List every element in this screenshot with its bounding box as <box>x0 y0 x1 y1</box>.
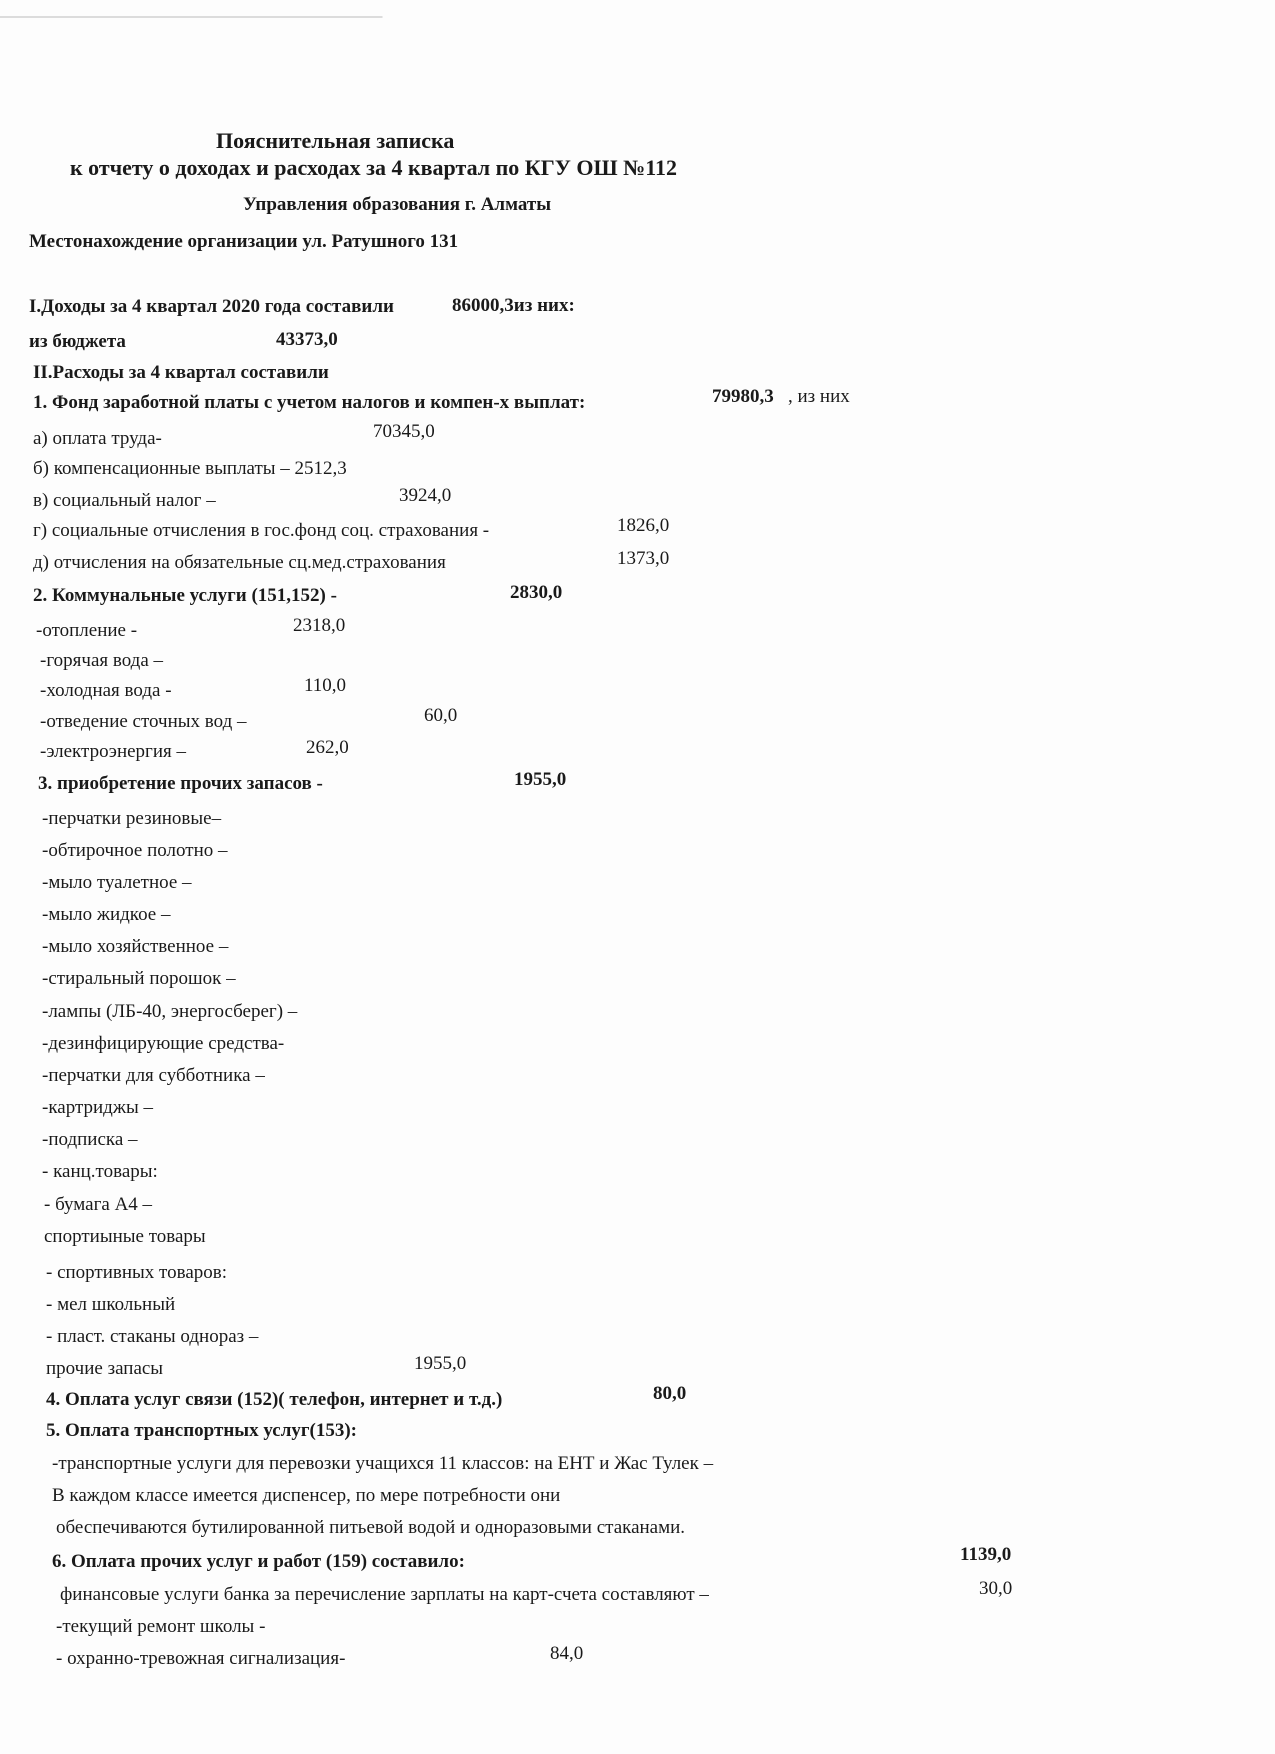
other-service-label: - охранно-тревожная сигнализация- <box>56 1648 346 1669</box>
utilities-value: 2830,0 <box>510 582 563 603</box>
utility-item-value: 2318,0 <box>293 615 346 636</box>
document-subtitle: к отчету о доходах и расходах за 4 квартал по КГУ ОШ №112 <box>70 155 678 180</box>
communication-label: 4. Оплата услуг связи (152)( телефон, интернет и т.д.) <box>46 1389 503 1410</box>
utility-item-label: -горячая вода – <box>40 650 164 671</box>
other-service-value: 30,0 <box>979 1578 1013 1599</box>
supply-item: -мыло жидкое – <box>42 904 171 925</box>
communication-value: 80,0 <box>653 1383 687 1404</box>
other-service-value: 84,0 <box>550 1643 584 1664</box>
other-service-label: финансовые услуги банка за перечисление зарплаты на карт-счета составляют – <box>60 1584 709 1605</box>
transport-line: обеспечиваются бутилированной питьевой водой и одноразовыми стаканами. <box>56 1517 686 1538</box>
supplies-label: 3. приобретение прочих запасов - <box>38 773 323 794</box>
payroll-item-value: 1373,0 <box>617 548 670 569</box>
supply-item: -подписка – <box>42 1129 138 1150</box>
supply-item: - бумага А4 – <box>44 1194 153 1215</box>
other-service-label: -текущий ремонт школы - <box>56 1616 266 1637</box>
supply-item: -мыло туалетное – <box>42 872 192 893</box>
department-line: Управления образования г. Алматы <box>243 194 552 215</box>
supply-item: -дезинфицирующие средства- <box>42 1033 285 1054</box>
payroll-item-value: 1826,0 <box>617 515 670 536</box>
document-title: Пояснительная записка <box>216 128 455 153</box>
supply-item: -обтирочное полотно – <box>42 840 228 861</box>
payroll-item-value: 3924,0 <box>399 485 452 506</box>
utility-item-value: 262,0 <box>306 737 349 758</box>
transport-line: -транспортные услуги для перевозки учащихся 11 классов: на ЕНТ и Жас Тулек – <box>52 1453 714 1474</box>
utility-item-label: -отопление - <box>36 620 138 641</box>
other-services-label: 6. Оплата прочих услуг и работ (159) составило: <box>52 1551 465 1572</box>
budget-label: из бюджета <box>29 331 126 352</box>
transport-line: В каждом классе имеется диспенсер, по мере потребности они <box>52 1485 561 1506</box>
payroll-item-value: 70345,0 <box>373 421 435 442</box>
supply-item: - мел школьный <box>46 1294 176 1315</box>
utility-item-label: -холодная вода - <box>40 680 172 701</box>
utility-item-value: 110,0 <box>304 675 347 696</box>
supply-item: -перчатки резиновые– <box>42 808 222 829</box>
utility-item-label: -отведение сточных вод – <box>40 711 247 732</box>
supply-item: спортиыные товары <box>44 1226 206 1247</box>
supply-item: -мыло хозяйственное – <box>42 936 229 957</box>
supplies-value: 1955,0 <box>514 769 567 790</box>
supply-item: -перчатки для субботника – <box>42 1065 265 1086</box>
supply-item: -лампы (ЛБ-40, энергосберег) – <box>42 1001 298 1022</box>
supply-item: -стиральный порошок – <box>42 968 236 989</box>
payroll-item-label: б) компенсационные выплаты – 2512,3 <box>33 458 347 479</box>
income-total: 86000,3из них: <box>452 295 575 316</box>
expenses-heading: II.Расходы за 4 квартал составили <box>33 362 329 383</box>
payroll-label: 1. Фонд заработной платы с учетом налогов и компен-х выплат: <box>33 392 586 413</box>
payroll-value: 79980,3 <box>712 386 774 407</box>
payroll-item-label: а) оплата труда- <box>33 428 162 449</box>
other-services-value: 1139,0 <box>960 1544 1012 1565</box>
supply-other-label: прочие запасы <box>46 1358 164 1379</box>
payroll-item-label: в) социальный налог – <box>33 490 216 511</box>
location-line: Местонахождение организации ул. Ратушного 131 <box>29 231 459 252</box>
supply-item: - канц.товары: <box>42 1161 158 1182</box>
utility-item-label: -электроэнергия – <box>40 741 187 762</box>
supply-item: -картриджы – <box>42 1097 153 1118</box>
supply-item: - спортивных товаров: <box>46 1262 228 1283</box>
utilities-label: 2. Коммунальные услуги (151,152) - <box>33 585 337 606</box>
transport-label: 5. Оплата транспортных услуг(153): <box>46 1420 357 1441</box>
payroll-suffix: , из них <box>788 386 850 407</box>
utility-item-value: 60,0 <box>424 705 458 726</box>
budget-value: 43373,0 <box>276 329 338 350</box>
supply-item: - пласт. стаканы однораз – <box>46 1326 259 1347</box>
supply-other-value: 1955,0 <box>414 1353 467 1374</box>
payroll-item-label: д) отчисления на обязательные сц.мед.страхования <box>33 552 446 573</box>
payroll-item-label: г) социальные отчисления в гос.фонд соц. страхования - <box>33 520 490 541</box>
scan-edge <box>0 16 1275 18</box>
income-label: I.Доходы за 4 квартал 2020 года составили <box>29 296 394 317</box>
